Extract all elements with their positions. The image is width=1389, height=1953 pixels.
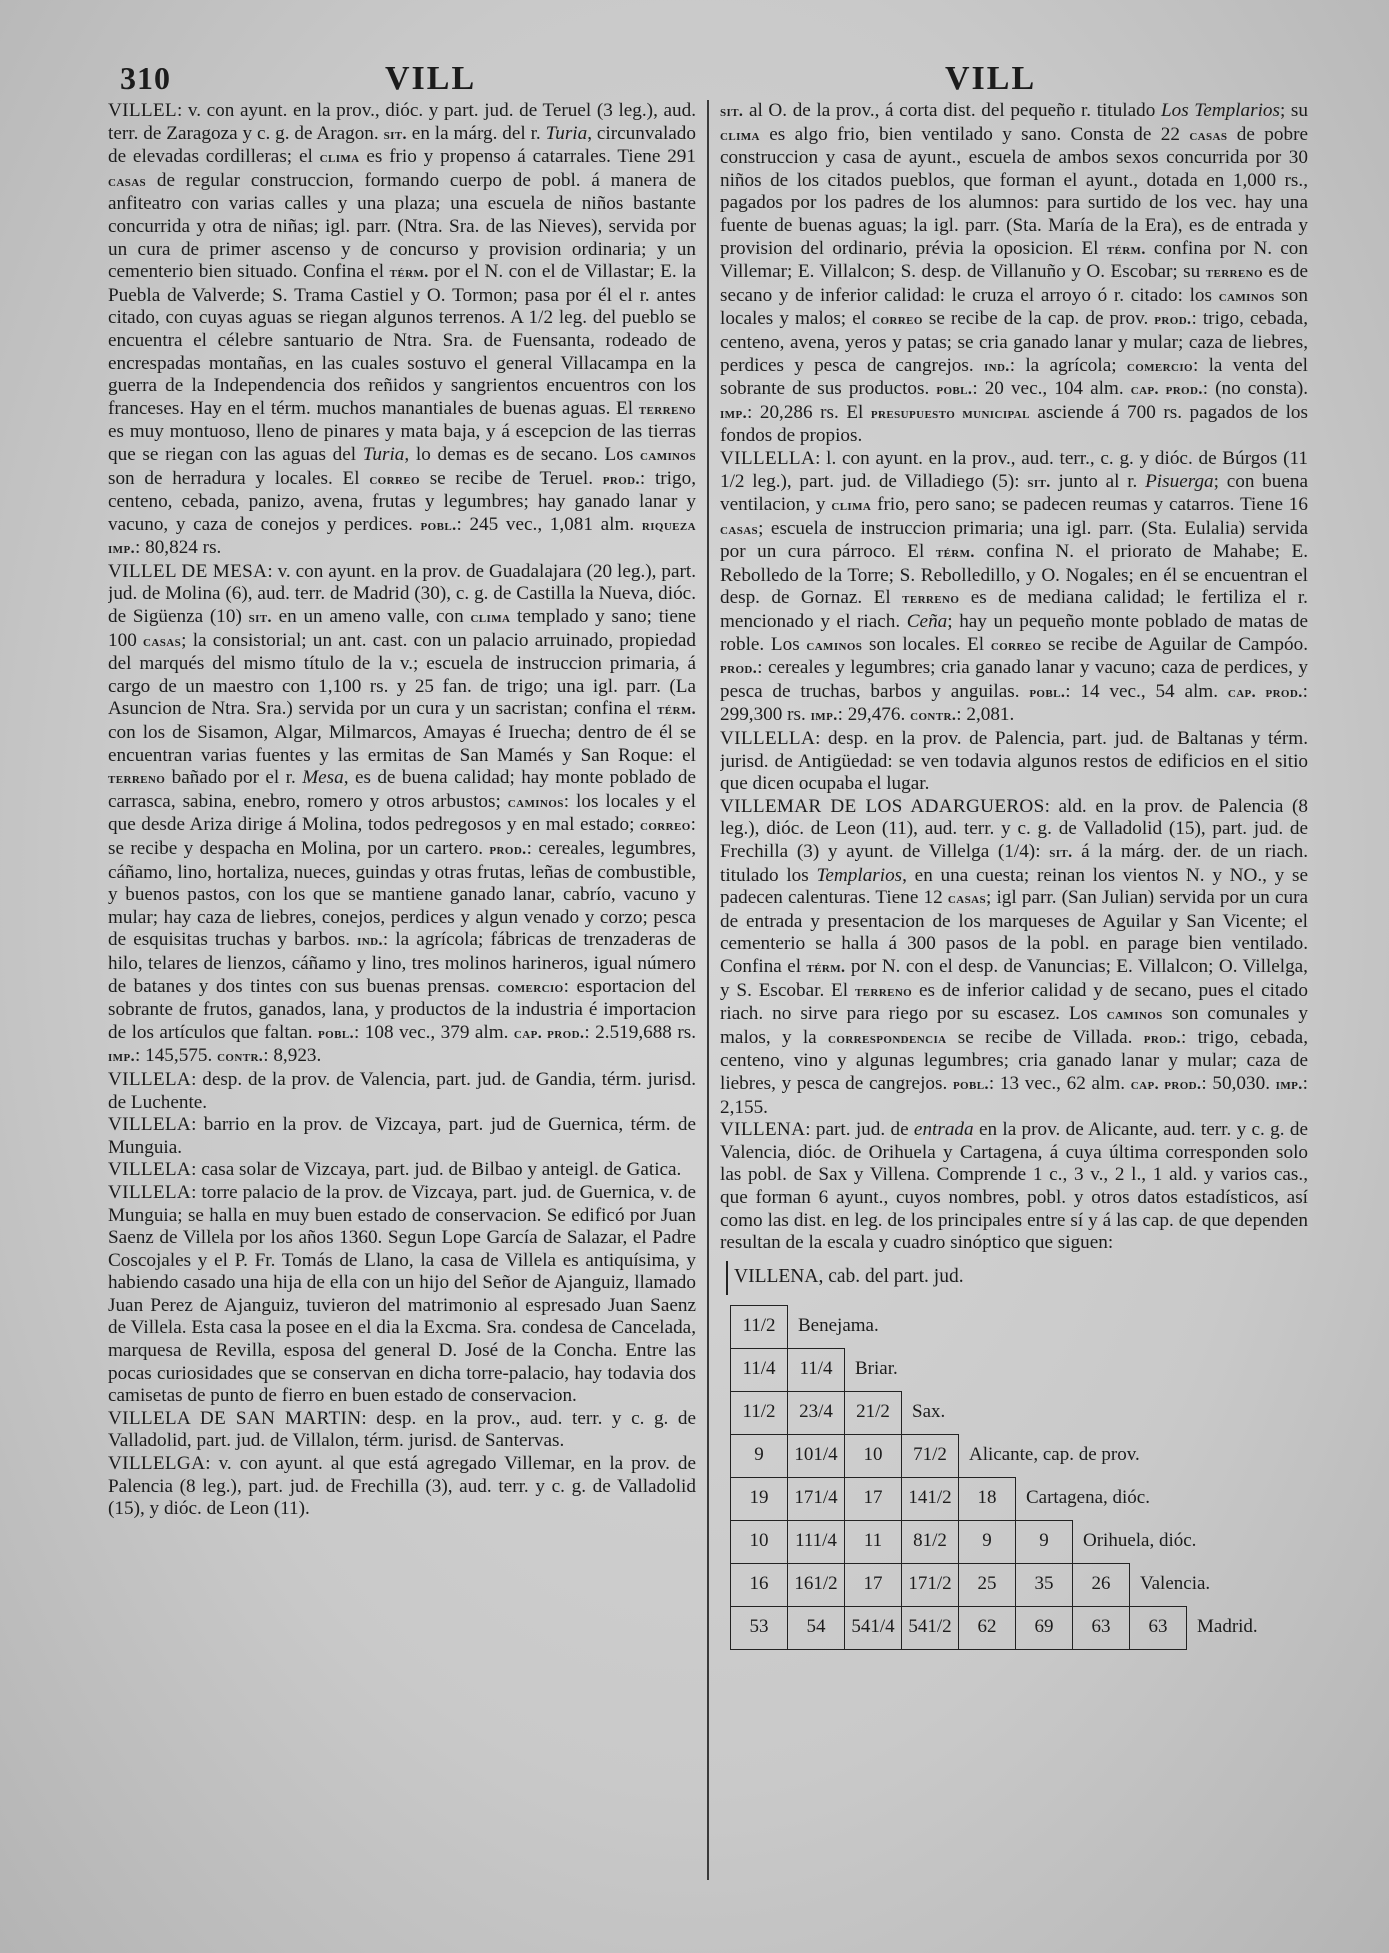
distance-cell: 16	[731, 1563, 788, 1606]
distance-row	[731, 1520, 1262, 1563]
distance-cell: 9	[959, 1520, 1016, 1563]
distance-cell: 9	[1016, 1520, 1073, 1563]
entry-headword: VILLELA	[108, 1159, 192, 1181]
distance-cell: 81/2	[902, 1520, 959, 1563]
distance-cell: 541/4	[845, 1606, 902, 1649]
right-column	[720, 100, 1308, 1925]
distance-cell: 71/2	[902, 1434, 959, 1477]
distance-cell: 11/4	[731, 1348, 788, 1391]
distance-cell: 161/2	[788, 1563, 845, 1606]
distance-cell: 541/2	[902, 1606, 959, 1649]
entry-headword: VILLELA	[108, 1114, 192, 1136]
distance-table-header: VILLENA, cab. del part. jud.	[726, 1261, 1308, 1295]
entry-body: : desp. en la prov., aud. terr. y c. g. de Valladolid, part. jud. de Villalon, térm. jurisd. de Santervas.	[108, 1407, 696, 1452]
distance-cell: 63	[1130, 1606, 1187, 1649]
dictionary-entry	[108, 1408, 696, 1453]
dictionary-entry	[108, 1069, 696, 1114]
distance-row	[731, 1348, 1262, 1391]
distance-cell: 63	[1073, 1606, 1130, 1649]
distance-cell: 21/2	[845, 1391, 902, 1434]
distance-place-label: Orihuela, dióc.	[1083, 1530, 1197, 1552]
distance-cell: 54	[788, 1606, 845, 1649]
distance-row	[731, 1563, 1262, 1606]
dictionary-entry	[108, 1159, 696, 1182]
entry-body: : torre palacio de la prov. de Vizcaya, part. jud. de Guernica, v. de Munguia; se halla en muy buen estado de conservacion. Se edificó por Juan Saenz de Villela por los años 1360. Segun Lope García de Salazar, el Padre Coscojales y el P. Fr. Tomás de Llano, la casa de Villela es antiquísima, y habiendo casado una hija de ella con un hijo del Señor de Ajanguiz, llamado Juan Perez de Ajanguiz, tuvieron del matrimonio al espresado Juan Saenz de Villela. Esta casa la posee en el dia la Excma. Sra. condesa de Cancelada, marquesa de Revilla, esposa del general D. José de la Concha. Entre las pocas curiosidades que se conservan en dicha torre-palacio, hay todavia dos camisetas de punto de fierro en buen estado de conservacion.	[108, 1181, 696, 1407]
dictionary-entry	[720, 100, 1308, 448]
distance-cell: 141/2	[902, 1477, 959, 1520]
distance-cell: 25	[959, 1563, 1016, 1606]
distance-cell: 69	[1016, 1606, 1073, 1649]
entry-headword: VILLEMAR DE LOS ADARGUEROS	[720, 795, 1045, 817]
left-running-head: VILL	[385, 60, 477, 97]
right-column-entries	[720, 100, 1308, 1255]
distance-cell: 171/2	[902, 1563, 959, 1606]
left-column	[108, 100, 696, 1925]
distance-place-label: Benejama.	[798, 1315, 879, 1337]
distance-cell: 111/4	[788, 1520, 845, 1563]
distance-cell: 101/4	[788, 1434, 845, 1477]
entry-headword: VILLELA	[108, 1068, 192, 1090]
distance-place-label: Madrid.	[1197, 1616, 1258, 1638]
entry-body: : casa solar de Vizcaya, part. jud. de Bilbao y anteigl. de Gatica.	[191, 1159, 682, 1181]
dictionary-entry	[720, 448, 1308, 728]
entry-body: : v. con ayunt. en la prov., dióc. y part. jud. de Teruel (3 leg.), aud. terr. de Zaragoza y c. g. de Aragon. sit. en la márg. del r. Turia, circunvalado de elevadas cordilleras; el clima es frio y propenso á catarrales. Tiene 291 casas de regular construccion, formando cuerpo de pobl. á manera de anfiteatro con varias calles y una plaza; una escuela de niños bastante concurrida y otra de niñas; igl. parr. (Ntra. Sra. de las Nieves), servida por un cura de primer ascenso y de concurso y provision ordinaria; y un cementerio bien situado. Confina el térm. por el N. con el de Villastar; E. la Puebla de Valverde; S. Trama Castiel y O. Tormon; pasa por él el r. antes citado, con cuyas aguas se riegan algunos terrenos. A 1/2 leg. del pueblo se encuentra el célebre santuario de Ntra. Sra. de Fuensanta, rodeado de encrespadas montañas, en las cuales sostuvo el general Villacampa en la guerra de la Independencia dos reñidos y sangrientos encuentros con los franceses. Hay en el térm. muchos manantiales de buenas aguas. El terreno es muy montuoso, lleno de pinares y mata baja, y á escepcion de las tierras que se riegan con las aguas del Turia, lo demas es de secano. Los caminos son de herradura y locales. El correo se recibe de Teruel. prod.: trigo, centeno, cebada, panizo, avena, frutas y legumbres; hay ganado lanar y vacuno, y caza de conejos y perdices. pobl.: 245 vec., 1,081 alm. riqueza imp.: 80,824 rs.	[108, 100, 696, 559]
distance-cell: 11/4	[788, 1348, 845, 1391]
distance-cell: 10	[845, 1434, 902, 1477]
distance-place-label: Alicante, cap. de prov.	[969, 1444, 1140, 1466]
entry-headword: VILLELA DE SAN MARTIN	[108, 1407, 362, 1429]
entry-body: : l. con ayunt. en la prov., aud. terr., c. g. y dióc. de Búrgos (11 1/2 leg.), part. jud. de Villadiego (5): sit. junto al r. Pisuerga; con buena ventilacion, y clima frio, pero sano; se padecen reumas y catarros. Tiene 16 casas; escuela de instruccion primaria; una igl. parr. (Sta. Eulalia) servida por un cura párroco. El térm. confina N. el priorato de Mahabe; E. Rebolledo de la Torre; S. Rebolledillo, y O. Nogales; en él se encuentran el desp. de Gornaz. El terreno es de mediana calidad; le fertiliza el r. mencionado y el riach. Ceña; hay un pequeño monte poblado de matas de roble. Los caminos son locales. El correo se recibe de Aguilar de Campóo. prod.: cereales y legumbres; cria ganado lanar y vacuno; caza de perdices, y pesca de truchas, barbos y anguilas. pobl.: 14 vec., 54 alm. cap. prod.: 299,300 rs. imp.: 29,476. contr.: 2,081.	[720, 447, 1308, 726]
distance-cell: 17	[845, 1563, 902, 1606]
dictionary-entry	[720, 796, 1308, 1119]
entry-headword: VILLELLA	[720, 728, 816, 750]
entry-body: : desp. de la prov. de Valencia, part. jud. de Gandia, térm. jurisd. de Luchente.	[108, 1068, 696, 1113]
dictionary-entry	[108, 1182, 696, 1408]
entry-headword: VILLEL	[108, 100, 177, 121]
entry-body: sit. al O. de la prov., á corta dist. del pequeño r. titulado Los Templarios; su clima es algo frio, bien ventilado y sano. Consta de 22 casas de pobre construccion y casa de ayunt., escuela de ambos sexos concurrida por 30 niños de los citados pueblos, que forman el ayunt., dotada en 1,000 rs., pagados por los padres de los alumnos: para surtido de los vec. hay una fuente de buenas aguas; la igl. parr. (Sta. María de la Era), es de entrada y provision del ordinario, prévia la oposicion. El térm. confina por N. con Villemar; E. Villalcon; S. desp. de Villanuño y O. Escobar; su terreno es de secano y de inferior calidad: le cruza el arroyo ó r. citado: los caminos son locales y malos; el correo se recibe de la cap. de prov. prod.: trigo, cebada, centeno, avena, yeros y patas; se cria ganado lanar y mular; caza de liebres, perdices y pesca de cangrejos. ind.: la agrícola; comercio: la venta del sobrante de sus productos. pobl.: 20 vec., 104 alm. cap. prod.: (no consta). imp.: 20,286 rs. El presupuesto municipal asciende á 700 rs. pagados de los fondos de propios.	[720, 100, 1308, 447]
distance-cell: 53	[731, 1606, 788, 1649]
dictionary-entry	[108, 1453, 696, 1521]
entry-body: : desp. en la prov. de Palencia, part. jud. de Baltanas y térm. jurisd. de Antigüedad: se ven todavia algunos restos de edificios en el sitio que dicen ocupaba el lugar.	[720, 728, 1308, 795]
distance-row	[731, 1477, 1262, 1520]
right-running-head: VILL	[945, 60, 1037, 97]
entry-headword: VILLELGA	[108, 1453, 206, 1475]
distance-cell: 11/2	[731, 1391, 788, 1434]
column-divider	[707, 100, 709, 1880]
distance-place-label: Cartagena, dióc.	[1026, 1487, 1150, 1509]
distance-cell: 23/4	[788, 1391, 845, 1434]
entry-body: : v. con ayunt. en la prov. de Guadalajara (20 leg.), part. jud. de Molina (6), aud. terr. de Madrid (30), c. g. de Castilla la Nueva, dióc. de Sigüenza (10) sit. en un ameno valle, con clima templado y sano; tiene 100 casas; la consistorial; un ant. cast. con un palacio arruinado, propiedad del marqués del mismo título de la v.; escuela de instruccion primaria, á cargo de un maestro con 1,100 rs. y 25 fan. de trigo; una igl. parr. (La Asuncion de Ntra. Sra.) servida por un cura y un sacristan; confina el térm. con los de Sisamon, Algar, Milmarcos, Amayas é Iruecha; dentro de él se encuentran varias fuentes y las ermitas de San Mamés y San Roque: el terreno bañado por el r. Mesa, es de buena calidad; hay monte poblado de carrasca, sabina, enebro, romero y otros arbustos; caminos: los locales y el que desde Ariza dirige á Molina, todos pedregosos y en mal estado; correo: se recibe y despacha en Molina, por un cartero. prod.: cereales, legumbres, cáñamo, lino, hortaliza, nueces, guindas y otras frutas, leñas de combustible, y buenos pastos, con los que se mantiene ganado lanar, cabrío, vacuno y mular; hay caza de liebres, conejos, perdices y algun venado y corzo; pesca de esquisitas truchas y barbos. ind.: la agrícola; fábricas de trenzaderas de hilo, telares de lienzos, cáñamo y lino, tres molinos harineros, igual número de batanes y dos tintes con sus buenas prensas. comercio: esportacion del sobrante de frutos, ganados, lana, y productos de la industria é importacion de los artículos que faltan. pobl.: 108 vec., 379 alm. cap. prod.: 2.519,688 rs. imp.: 145,575. contr.: 8,923.	[108, 560, 696, 1067]
entry-body: : barrio en la prov. de Vizcaya, part. jud de Guernica, térm. de Munguia.	[108, 1114, 696, 1158]
dictionary-entry	[108, 100, 696, 561]
dictionary-entry	[108, 1114, 696, 1159]
dictionary-entry	[720, 1119, 1308, 1255]
entry-headword: VILLEL DE MESA	[108, 560, 268, 582]
distance-place-label: Briar.	[855, 1358, 898, 1380]
distance-cell: 9	[731, 1434, 788, 1477]
distance-cell: 11/2	[731, 1305, 788, 1348]
distance-cell: 26	[1073, 1563, 1130, 1606]
distance-row	[731, 1391, 1262, 1434]
entry-headword: VILLELA	[108, 1181, 192, 1203]
dictionary-entry	[108, 561, 696, 1069]
distance-row	[731, 1305, 1262, 1348]
distance-cell: 62	[959, 1606, 1016, 1649]
distance-place-label: Valencia.	[1140, 1573, 1211, 1595]
distance-cell: 10	[731, 1520, 788, 1563]
distance-row	[731, 1434, 1262, 1477]
entry-headword: VILLENA	[720, 1119, 806, 1141]
distance-table	[730, 1305, 1262, 1650]
page-number: 310	[120, 60, 171, 96]
distance-cell: 11	[845, 1520, 902, 1563]
distance-row	[731, 1606, 1262, 1649]
distance-cell: 35	[1016, 1563, 1073, 1606]
distance-cell: 18	[959, 1477, 1016, 1520]
entry-headword: VILLELLA	[720, 447, 816, 469]
distance-cell: 17	[845, 1477, 902, 1520]
distance-cell: 19	[731, 1477, 788, 1520]
distance-cell: 171/4	[788, 1477, 845, 1520]
entry-body: : v. con ayunt. al que está agregado Villemar, en la prov. de Palencia (8 leg.), part. jud. de Frechilla (3), aud. terr. y c. g. de Valladolid (15), y dióc. de Leon (11).	[108, 1453, 696, 1520]
entry-body: : ald. en la prov. de Palencia (8 leg.), dióc. de Leon (11), aud. terr. y c. g. de Valladolid (15), part. jud. de Frechilla (3) y ayunt. de Villelga (1/4): sit. á la márg. der. de un riach. titulado los Templarios, en una cuesta; reinan los vientos N. y NO., y se padecen calenturas. Tiene 12 casas; igl parr. (San Julian) servida por un cura de entrada y presentacion de los marqueses de Aguilar y San Vicente; el cementerio se halla á 300 pasos de la pobl. en parage bien ventilado. Confina el térm. por N. con el desp. de Vanuncias; E. Villalcon; O. Villelga, y S. Escobar. El terreno es de inferior calidad y de secano, pues el citado riach. no sirve para riego por su escasez. Los caminos son comunales y malos, y la correspondencia se recibe de Villada. prod.: trigo, cebada, centeno, vino y algunas legumbres; cria ganado lanar y mular; caza de liebres, y pesca de cangrejos. pobl.: 13 vec., 62 alm. cap. prod.: 50,030. imp.: 2,155.	[720, 795, 1308, 1118]
dictionary-entry	[720, 728, 1308, 796]
distance-place-label: Sax.	[912, 1401, 946, 1423]
entry-body: : part. jud. de entrada en la prov. de Alicante, aud. terr. y c. g. de Valencia, dióc. de Orihuela y Cartagena, á cuya última corresponden solo las pobl. de Sax y Villena. Comprende 1 c., 3 v., 2 l., 1 ald. y varios cas., que forman 6 ayunt., cuyos nombres, pobl. y otros datos estadísticos, así como las dist. en leg. de los principales entre sí y á las cap. de que dependen resultan de la escala y cuadro sinóptico que siguen:	[720, 1119, 1308, 1254]
